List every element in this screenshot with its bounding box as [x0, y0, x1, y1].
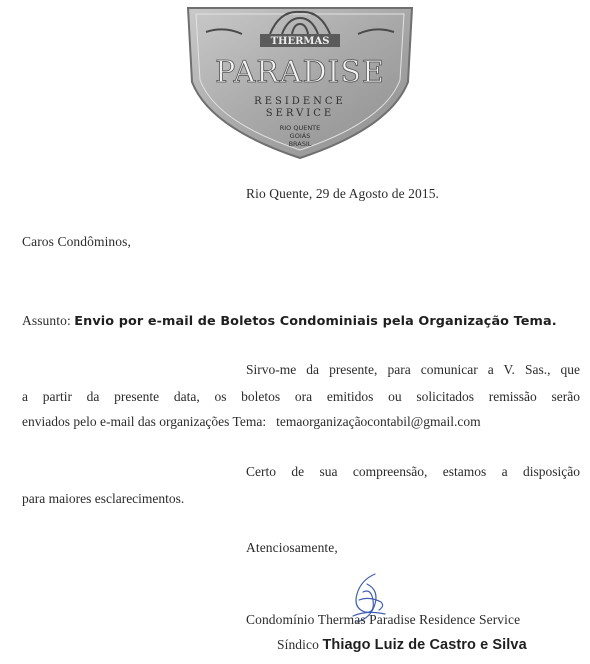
logo-badge: THERMAS — [270, 36, 330, 47]
letter-date: Rio Quente, 29 de Agosto de 2015. — [246, 186, 440, 201]
sender-role: Síndico — [277, 637, 323, 652]
subject-label: Assunto: — [22, 313, 75, 328]
logo-loc1: RIO QUENTE — [279, 124, 321, 132]
thermas-paradise-logo — [184, 4, 416, 160]
paragraph1-line2: a partir da presente data, os boletos ora emitidos ou solicitados remissão serão — [22, 389, 580, 404]
subject-line — [22, 313, 557, 329]
paragraph2-line2: para maiores esclarecimentos. — [22, 491, 185, 506]
logo-loc2: GOIÁS — [289, 132, 311, 140]
paragraph2-line1: Certo de sua compreensão, estamos a disposição — [246, 464, 580, 479]
logo-line2: SERVICE — [265, 108, 335, 119]
greeting: Caros Condôminos, — [22, 234, 131, 249]
logo-name: PARADISE — [215, 55, 385, 90]
paragraph1-line3-text: enviados pelo e-mail das organizações Tema: — [22, 414, 267, 429]
subject-text: Envio por e-mail de Boletos Condominiais pela Organização Tema. — [74, 314, 557, 329]
paragraph1-line3 — [22, 414, 580, 430]
sender-line — [277, 637, 527, 653]
closing: Atenciosamente, — [246, 540, 338, 555]
logo-line1: RESIDENCE — [254, 96, 346, 107]
logo-loc3: BRASIL — [288, 140, 312, 148]
email-address: temaorganizaçãocontabil@gmail.com — [276, 414, 481, 429]
paragraph1-line1: Sirvo-me da presente, para comunicar a V. Sas., que — [246, 362, 580, 377]
sender-organization: Condomínio Thermas Paradise Residence Service — [246, 612, 521, 627]
sender-name: Thiago Luiz de Castro e Silva — [322, 637, 527, 653]
